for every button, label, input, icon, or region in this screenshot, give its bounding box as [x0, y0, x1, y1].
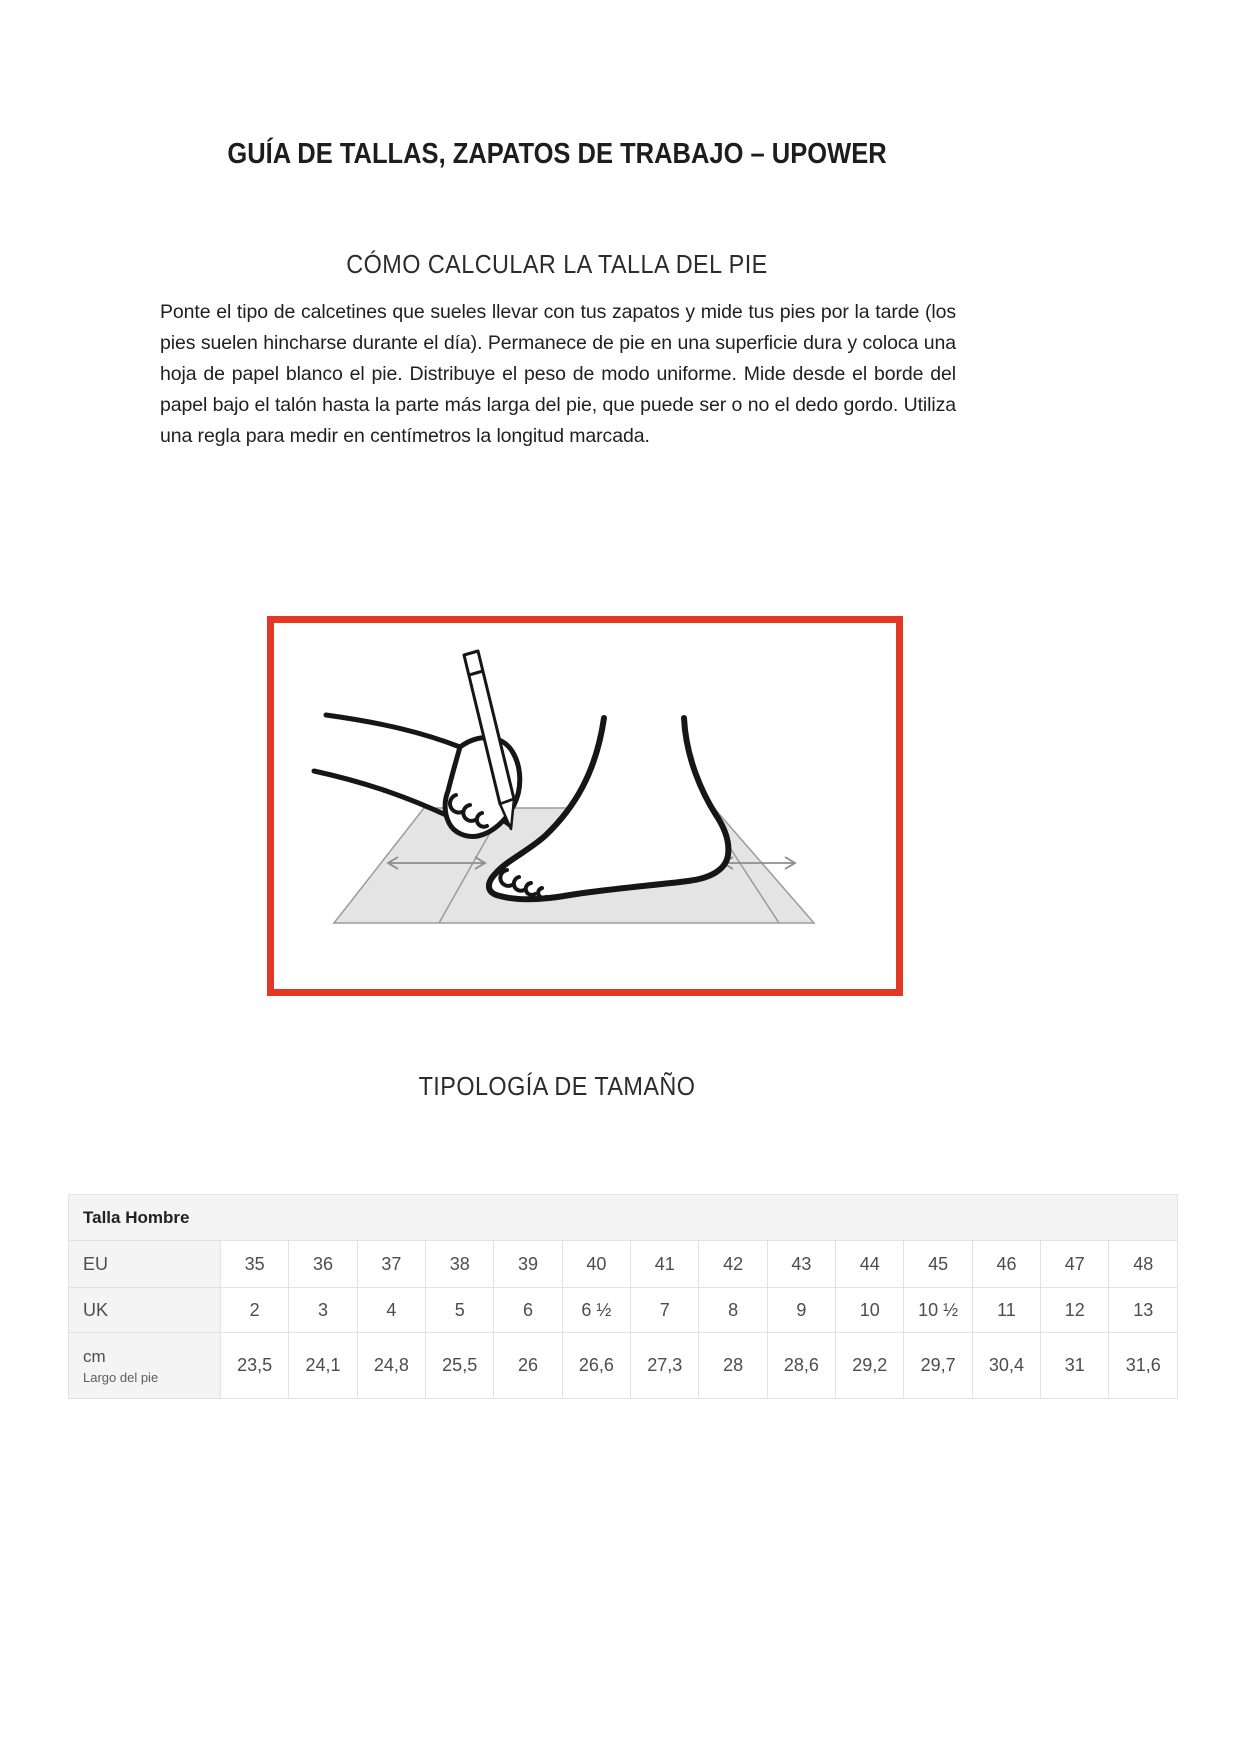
- size-cell: 26,6: [562, 1333, 630, 1399]
- row-label-uk: UK: [69, 1288, 221, 1333]
- size-cell: 5: [426, 1288, 494, 1333]
- size-cell: 43: [767, 1241, 835, 1288]
- size-cell: 8: [699, 1288, 767, 1333]
- size-table: [68, 1194, 1178, 1399]
- cm-label: cm: [83, 1346, 106, 1366]
- size-cell: 48: [1109, 1241, 1178, 1288]
- size-cell: 38: [426, 1241, 494, 1288]
- section-heading-typology: TIPOLOGÍA DE TAMAÑO: [418, 1071, 696, 1101]
- size-cell: 46: [972, 1241, 1040, 1288]
- size-cell: 10 ½: [904, 1288, 972, 1333]
- size-cell: 6: [494, 1288, 562, 1333]
- size-cell: 2: [221, 1288, 289, 1333]
- size-cell: 37: [357, 1241, 425, 1288]
- size-cell: 4: [357, 1288, 425, 1333]
- size-cell: 11: [972, 1288, 1040, 1333]
- size-cell: 26: [494, 1333, 562, 1399]
- size-cell: 7: [631, 1288, 699, 1333]
- size-cell: 13: [1109, 1288, 1178, 1333]
- size-cell: 42: [699, 1241, 767, 1288]
- size-cell: 3: [289, 1288, 357, 1333]
- size-cell: 44: [836, 1241, 904, 1288]
- size-cell: 30,4: [972, 1333, 1040, 1399]
- size-cell: 12: [1041, 1288, 1109, 1333]
- page-title: GUÍA DE TALLAS, ZAPATOS DE TRABAJO – UPOWER: [227, 138, 887, 170]
- size-cell: 10: [836, 1288, 904, 1333]
- size-cell: 35: [221, 1241, 289, 1288]
- size-cell: 9: [767, 1288, 835, 1333]
- size-table-title: Talla Hombre: [69, 1195, 1178, 1241]
- size-table-row-eu: [69, 1241, 1178, 1288]
- size-cell: 6 ½: [562, 1288, 630, 1333]
- size-cell: 23,5: [221, 1333, 289, 1399]
- foot-measurement-figure: [267, 616, 903, 996]
- foot-measuring-diagram-icon: [274, 623, 896, 989]
- size-cell: 28: [699, 1333, 767, 1399]
- size-cell: 29,7: [904, 1333, 972, 1399]
- instructions-paragraph: Ponte el tipo de calcetines que sueles llevar con tus zapatos y mide tus pies por la tarde (los pies suelen hincharse durante el día). Permanece de pie en una superficie dura y coloca una hoja de papel blanco el pie. Distribuye el peso de modo uniforme. Mide desde el borde del papel bajo el talón hasta la parte más larga del pie, que puede ser o no el dedo gordo. Utiliza una regla para medir en centímetros la longitud marcada.: [160, 301, 956, 447]
- size-cell: 41: [631, 1241, 699, 1288]
- size-cell: 25,5: [426, 1333, 494, 1399]
- size-cell: 31: [1041, 1333, 1109, 1399]
- size-cell: 27,3: [631, 1333, 699, 1399]
- size-cell: 47: [1041, 1241, 1109, 1288]
- cm-sublabel: Largo del pie: [83, 1369, 159, 1385]
- size-cell: 36: [289, 1241, 357, 1288]
- row-label-eu: EU: [69, 1241, 221, 1288]
- size-cell: 28,6: [767, 1333, 835, 1399]
- size-table-header-row: [69, 1195, 1178, 1241]
- size-cell: 24,8: [357, 1333, 425, 1399]
- size-cell: 29,2: [836, 1333, 904, 1399]
- size-cell: 39: [494, 1241, 562, 1288]
- size-table-row-uk: [69, 1288, 1178, 1333]
- row-label-cm: [69, 1333, 221, 1399]
- size-table-row-cm: [69, 1333, 1178, 1399]
- size-cell: 31,6: [1109, 1333, 1178, 1399]
- size-cell: 24,1: [289, 1333, 357, 1399]
- size-cell: 40: [562, 1241, 630, 1288]
- size-cell: 45: [904, 1241, 972, 1288]
- section-heading-how-to: CÓMO CALCULAR LA TALLA DEL PIE: [346, 249, 768, 279]
